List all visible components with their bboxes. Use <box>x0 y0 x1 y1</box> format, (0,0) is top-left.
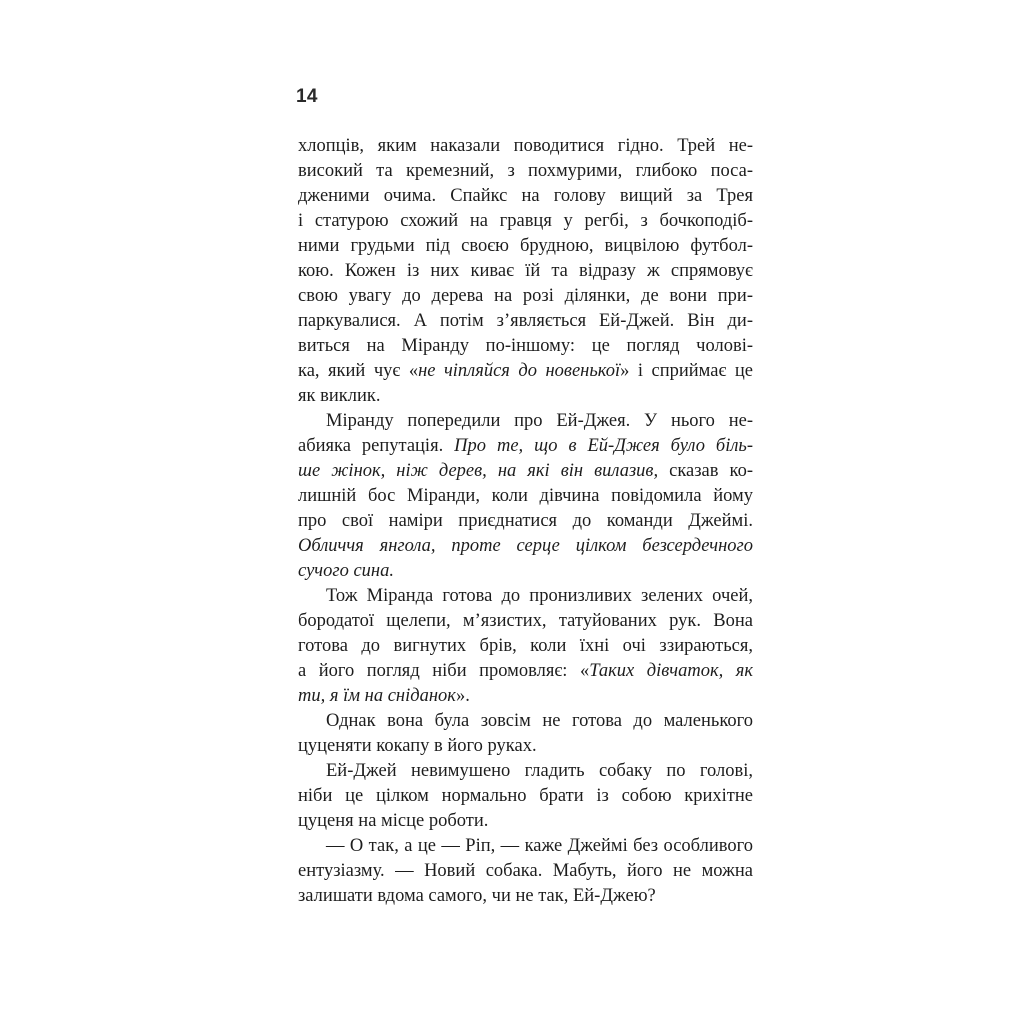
text-line <box>298 334 753 359</box>
text-line <box>298 209 753 234</box>
text-line <box>298 884 753 909</box>
text-line <box>298 834 753 859</box>
text-line <box>298 384 753 409</box>
text-segment: Однак вона була зовсім не готова до маленького <box>326 711 753 731</box>
text-segment: лишній бос Міранди, коли дівчина повідомила йому <box>298 486 753 506</box>
text-line <box>298 559 753 584</box>
text-segment: Тож Міранда готова до пронизливих зелених очей, <box>326 586 753 606</box>
text-line <box>298 784 753 809</box>
text-line <box>298 759 753 784</box>
text-segment: ніби це цілком нормально брати із собою крихітне <box>298 786 753 806</box>
text-segment: абияка репутація. <box>298 436 455 456</box>
text-line <box>298 259 753 284</box>
paragraph <box>298 709 753 759</box>
page-number: 14 <box>296 86 318 107</box>
text-segment: » і сприймає це <box>620 361 753 381</box>
italic-text-segment: сучого сина. <box>298 561 394 581</box>
italic-text-segment: Про те, що в Ей-Джея було біль- <box>454 436 753 456</box>
text-line <box>298 184 753 209</box>
text-segment: як виклик. <box>298 386 381 406</box>
italic-text-segment: ти, я їм на сніданок <box>298 686 456 706</box>
text-line <box>298 234 753 259</box>
text-line <box>298 534 753 559</box>
body-text <box>298 134 753 909</box>
text-segment: а його погляд ніби промовляє: « <box>298 661 590 681</box>
text-line <box>298 609 753 634</box>
text-segment: кою. Кожен із них киває їй та відразу ж спрямовує <box>298 261 753 281</box>
paragraph <box>298 759 753 834</box>
text-line <box>298 134 753 159</box>
text-segment: сказав ко- <box>658 461 753 481</box>
text-segment: цуценяти кокапу в його руках. <box>298 736 537 756</box>
text-segment: дженими очима. Спайкс на голову вищий за Трея <box>298 186 753 206</box>
text-line <box>298 159 753 184</box>
text-line <box>298 359 753 384</box>
text-segment: паркувалися. А потім з’являється Ей-Джей. Він ди- <box>298 311 753 331</box>
text-line <box>298 309 753 334</box>
paragraph <box>298 134 753 409</box>
text-line <box>298 684 753 709</box>
text-line <box>298 859 753 884</box>
text-segment: ентузіазму. — Новий собака. Мабуть, його не можна <box>298 861 753 881</box>
text-line <box>298 409 753 434</box>
text-segment: залишати вдома самого, чи не так, Ей-Джею? <box>298 886 656 906</box>
text-segment: ними грудьми під своєю брудною, вицвілою футбол- <box>298 236 753 256</box>
text-line <box>298 634 753 659</box>
text-segment: ка, який чує « <box>298 361 419 381</box>
paragraph <box>298 834 753 909</box>
italic-text-segment: Обличчя янгола, проте серце цілком безсердечного <box>298 536 753 556</box>
text-line <box>298 509 753 534</box>
paragraph <box>298 409 753 584</box>
paragraph <box>298 584 753 709</box>
text-segment: цуценя на місце роботи. <box>298 811 489 831</box>
text-segment: і статурою схожий на гравця у регбі, з бочкоподіб- <box>298 211 753 231</box>
text-segment: Ей-Джей невимушено гладить собаку по голові, <box>326 761 753 781</box>
text-line <box>298 434 753 459</box>
text-segment: свою увагу до дерева на розі ділянки, де вони при- <box>298 286 753 306</box>
text-segment: виться на Міранду по-іншому: це погляд чолові- <box>298 336 753 356</box>
text-line <box>298 659 753 684</box>
text-segment: готова до вигнутих брів, коли їхні очі ззираються, <box>298 636 753 656</box>
text-line <box>298 709 753 734</box>
italic-text-segment: Таких дівчаток, як <box>589 661 753 681</box>
text-segment: ». <box>455 686 470 706</box>
text-segment: про свої наміри приєднатися до команди Джеймі. <box>298 511 753 531</box>
text-line <box>298 484 753 509</box>
text-line <box>298 459 753 484</box>
text-line <box>298 734 753 759</box>
text-segment: бородатої щелепи, м’язистих, татуйованих рук. Вона <box>298 611 753 631</box>
text-segment: — О так, а це — Ріп, — каже Джеймі без особливого <box>326 836 753 856</box>
italic-text-segment: ше жінок, ніж дерев, на які він вилазив, <box>298 461 659 481</box>
text-segment: Міранду попередили про Ей-Джея. У нього не- <box>326 411 753 431</box>
text-line <box>298 809 753 834</box>
text-line <box>298 284 753 309</box>
text-line <box>298 584 753 609</box>
text-segment: хлопців, яким наказали поводитися гідно. Трей не- <box>298 136 753 156</box>
text-segment: високий та кремезний, з похмурими, глибоко поса- <box>298 161 753 181</box>
italic-text-segment: не чіпляйся до новенької <box>418 361 621 381</box>
